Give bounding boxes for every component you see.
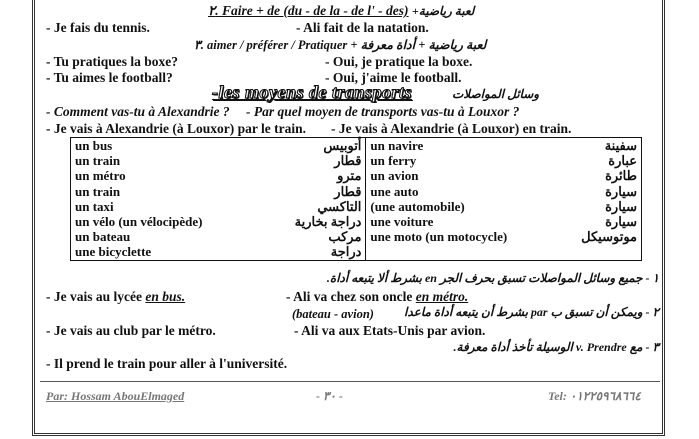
vocab-left-fr: une bicyclette — [75, 244, 152, 260]
question-1: - Comment vas-tu à Alexandrie ? — [46, 104, 230, 119]
vocab-left-fr: un train — [75, 183, 121, 199]
table-row — [71, 168, 642, 183]
example-aimer-1-left: - Tu pratiques la boxe? — [46, 54, 179, 69]
vocab-right-fr: une voiture — [370, 214, 434, 230]
vocab-right-ar: سيارة — [605, 183, 637, 199]
section2-title: ٢. Faire + de (du - de la - de l' - des) لعبة رياضية+ — [208, 3, 475, 18]
vocab-right-fr — [366, 244, 525, 260]
rule-3: ٣ - مع v. Prendre الوسيلة تأخذ أداة معرفة. — [453, 340, 659, 354]
vocab-body — [71, 138, 642, 261]
vocab-left-ar: قطار — [229, 153, 366, 168]
vocab-right-fr: un navire — [370, 138, 424, 153]
vocab-left-fr: un bateau — [75, 229, 131, 245]
vocab-left-fr: un bus — [75, 138, 113, 153]
table-row — [71, 153, 642, 168]
vocab-right-fr: un avion — [370, 168, 419, 184]
vocab-left-ar: التاكسي — [229, 199, 366, 214]
vocab-left-ar: دراجة بخارية — [229, 214, 366, 229]
vocab-right-ar: سيارة — [605, 198, 637, 214]
vocab-left-fr: un métro — [75, 168, 126, 184]
vocab-right-ar: سفينة — [604, 138, 637, 153]
example-en-1-right: - Ali va chez son oncle en métro. — [286, 289, 469, 304]
vocab-right-fr: une moto (un motocycle) — [370, 229, 508, 245]
example-faire-right: - Ali fait de la natation. — [296, 20, 429, 35]
vocab-left-fr: un vélo (un vélocipède) — [75, 214, 203, 230]
vocab-left-ar: قطار — [229, 184, 366, 199]
section3-title: ٣. aimer / préférer / Pratiquer + لعبة رياضية + أداة معرفة — [194, 38, 487, 52]
example-aimer-2-right: - Oui, j'aime le football. — [325, 70, 462, 85]
example-faire-left: - Je fais du tennis. — [46, 20, 150, 35]
answer-1: - Je vais à Alexandrie (à Louxor) par le train. — [46, 121, 306, 136]
table-row — [71, 138, 642, 154]
vocab-right-ar: سيارة — [605, 214, 637, 230]
transport-heading-ar: وسائل المواصلات — [452, 87, 540, 101]
rule-2: ٢ - ويمكن أن تسبق ب par بشرط أن يتبعه أداة ماعدا — [404, 305, 659, 319]
example-en-2-left: - Je vais au club par le métro. — [46, 323, 216, 338]
table-row — [71, 184, 642, 199]
example-aimer-2-left: - Tu aimes le football? — [46, 70, 173, 85]
vocab-left-fr: un taxi — [75, 198, 114, 214]
footer-divider — [40, 381, 660, 382]
answer-2: - Je vais à Alexandrie (à Louxor) en train. — [331, 121, 572, 136]
table-row — [71, 199, 642, 214]
transport-heading: -les moyens de transports — [212, 82, 413, 102]
example-en-3: - Il prend le train pour aller à l'université. — [46, 356, 288, 371]
vocab-left-ar: مركب — [229, 229, 366, 244]
footer-author: Par: Hossam AbouElmaged — [46, 389, 185, 403]
example-aimer-1-right: - Oui, je pratique la boxe. — [325, 54, 473, 69]
example-en-1-left: - Je vais au lycée en bus. — [46, 289, 186, 304]
footer-page-number: - ٣٠ - — [316, 389, 343, 403]
vocab-left-fr: un train — [75, 153, 121, 169]
footer-tel: Tel: ٠١٢٢٥٩٦٨٦٦٤ — [548, 389, 641, 403]
vocab-right-ar — [524, 244, 641, 260]
vocab-right-ar: عبارة — [608, 153, 637, 169]
vocab-right-fr: une auto — [370, 183, 419, 199]
vocab-right-fr: un ferry — [370, 153, 417, 169]
vocab-right-ar: طائرة — [605, 168, 637, 184]
vocab-right-fr: (une automobile) — [370, 198, 465, 214]
rule-1: ١ - جميع وسائل المواصلات تسبق بحرف الجر en بشرط ألا يتبعه أداة. — [326, 271, 659, 285]
rule-2-exceptions: (bateau - avion) — [292, 307, 374, 321]
vocab-left-ar: أتوبيس — [229, 138, 366, 154]
example-en-2-right: - Ali va aux Etats-Unis par avion. — [294, 323, 486, 338]
vocab-right-ar: موتوسيكل — [581, 229, 637, 245]
table-row — [71, 229, 642, 244]
table-row — [71, 214, 642, 229]
vocab-left-ar: دراجة — [229, 244, 366, 260]
table-row — [71, 244, 642, 260]
question-2: - Par quel moyen de transports vas-tu à Louxor ? — [246, 104, 520, 119]
vocab-left-ar: مترو — [229, 168, 366, 183]
vocab-table — [70, 137, 642, 261]
